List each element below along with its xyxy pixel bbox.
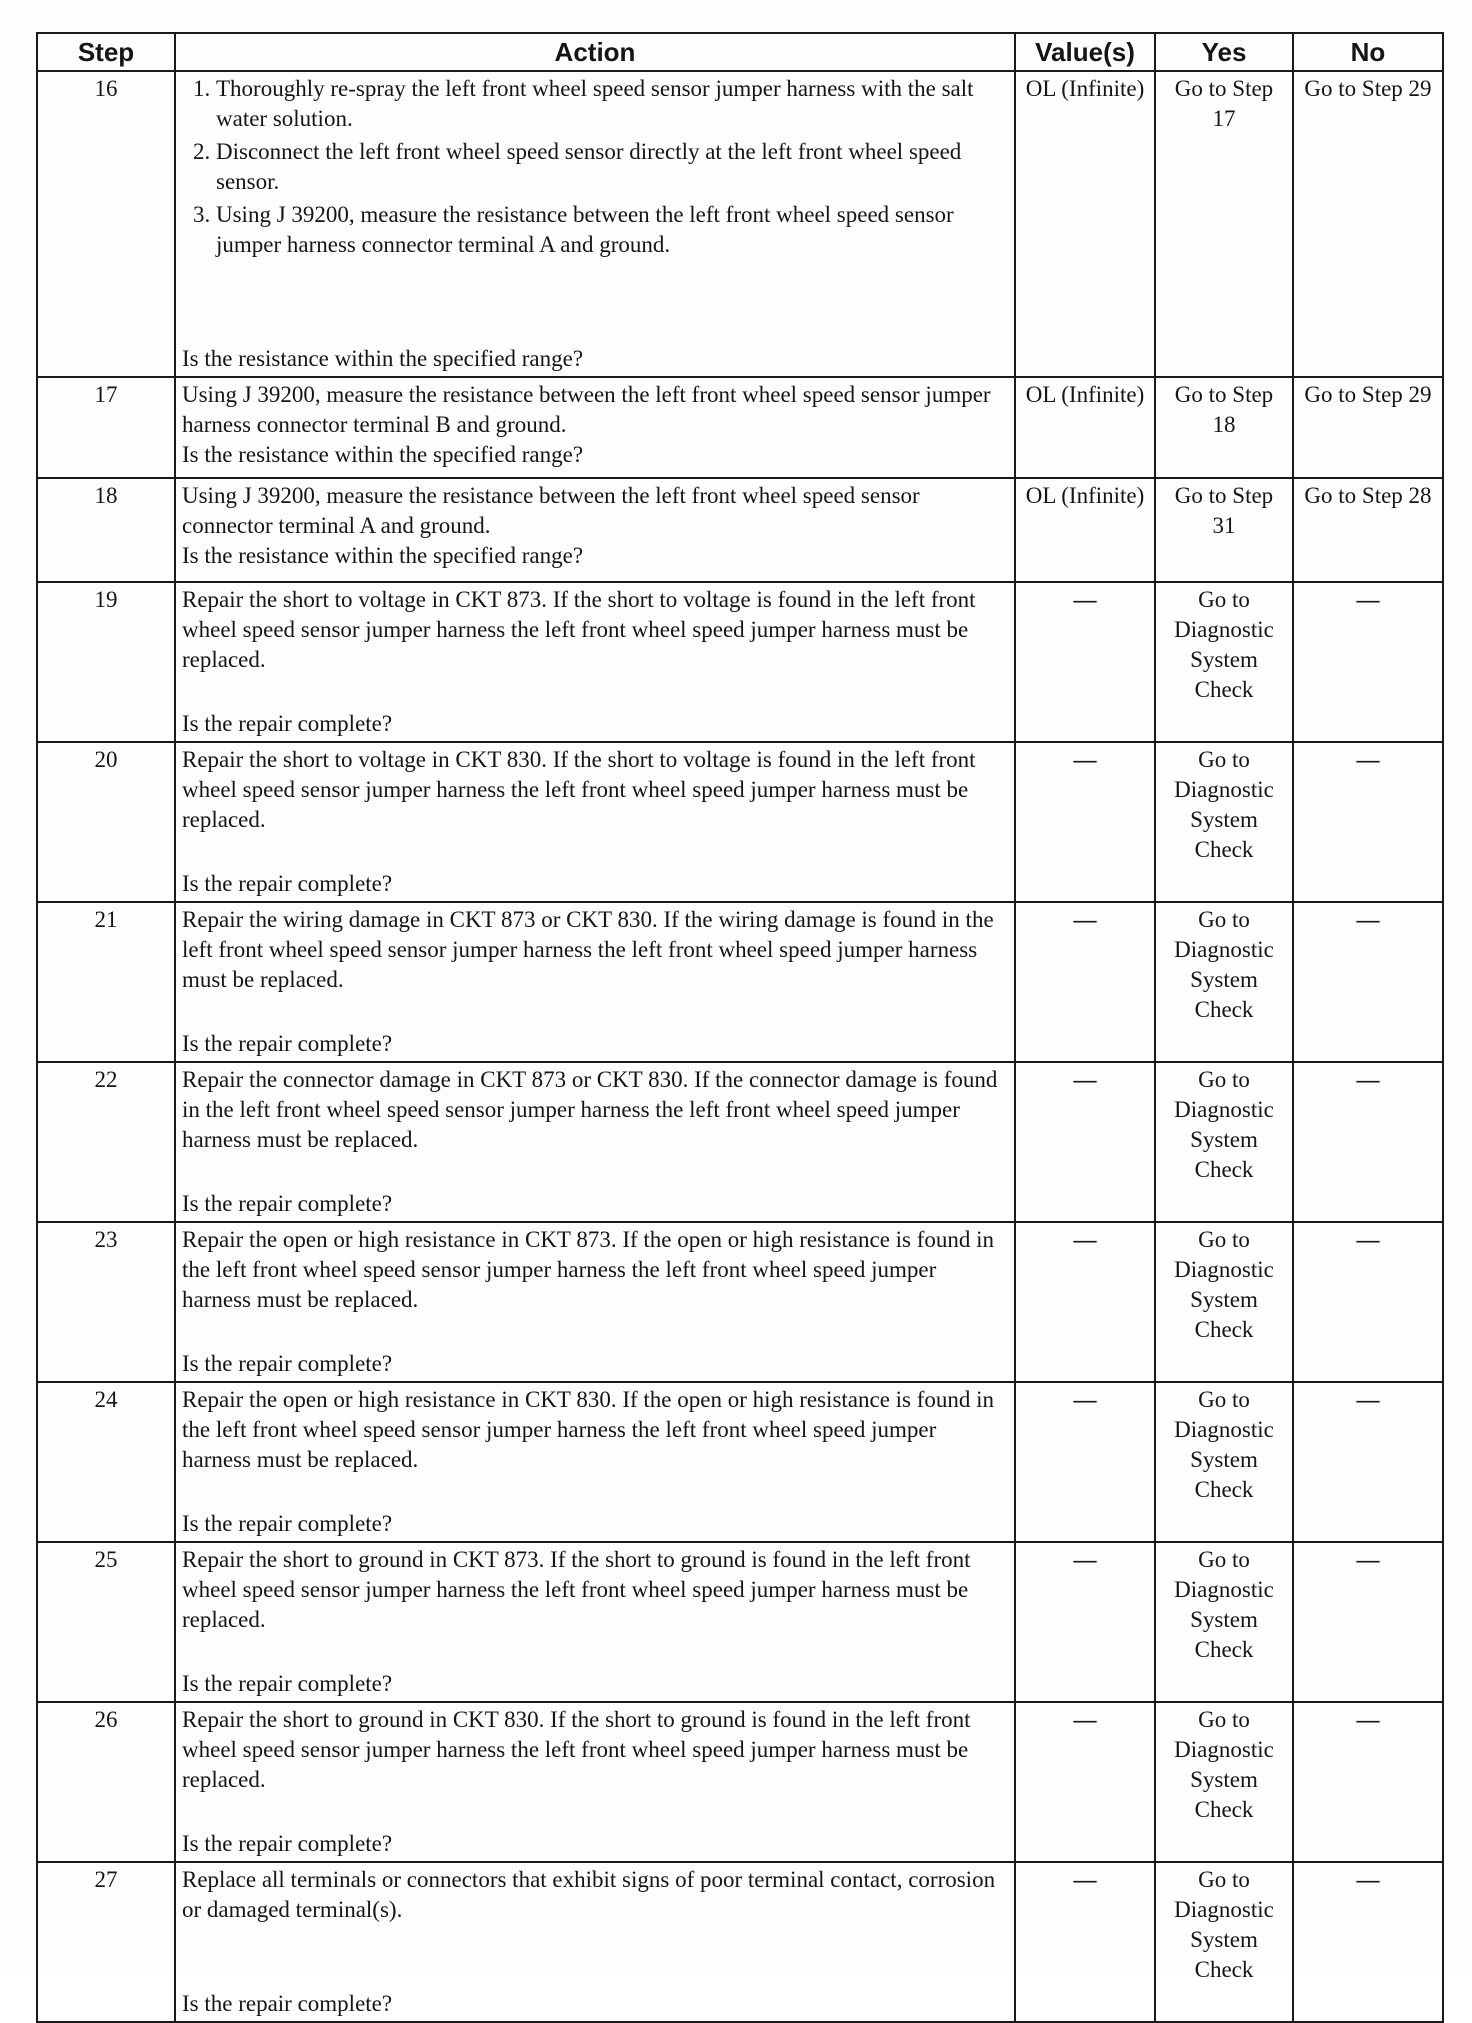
action-text: Repair the short to ground in CKT 873. If the short to ground is found in the left front wheel speed sensor jumper harness the left front wheel speed jumper harness must be replaced. <box>182 1547 971 1632</box>
step-number: 16 <box>37 71 175 377</box>
action-text: Using J 39200, measure the resistance between the left front wheel speed sensor connector terminal A and ground. <box>182 483 920 538</box>
no-cell: Go to Step 29 <box>1293 71 1443 377</box>
action-question: Is the repair complete? <box>182 1511 393 1536</box>
table-row <box>37 1862 1443 2022</box>
action-text: Using J 39200, measure the resistance between the left front wheel speed sensor jumper harness connector terminal B and ground. <box>182 382 991 437</box>
yes-cell: Go to Step 17 <box>1155 71 1293 377</box>
value-cell: — <box>1015 742 1155 902</box>
yes-cell: Go to Diagnostic System Check <box>1155 1382 1293 1542</box>
action-question: Is the repair complete? <box>182 1671 393 1696</box>
table-row <box>37 1382 1443 1542</box>
no-cell: — <box>1293 1222 1443 1382</box>
action-step: 2. Disconnect the left front wheel speed sensor directly at the left front wheel speed sensor. <box>216 137 1008 197</box>
action-steps-list <box>182 74 1008 263</box>
no-cell: — <box>1293 1062 1443 1222</box>
value-cell: — <box>1015 1542 1155 1702</box>
action-text: Replace all terminals or connectors that exhibit signs of poor terminal contact, corrosion or damaged terminal(s). <box>182 1867 996 1922</box>
action-text: Repair the open or high resistance in CKT 830. If the open or high resistance is found in the left front wheel speed sensor jumper harness the left front wheel speed jumper harness must be replaced. <box>182 1387 995 1472</box>
action-question: Is the resistance within the specified range? <box>182 346 584 371</box>
table-row <box>37 1702 1443 1862</box>
action-cell <box>175 582 1015 742</box>
table-row <box>37 742 1443 902</box>
action-text: Repair the wiring damage in CKT 873 or CKT 830. If the wiring damage is found in the left front wheel speed sensor jumper harness the left front wheel speed jumper harness must be replaced. <box>182 907 994 992</box>
value-cell: — <box>1015 582 1155 742</box>
yes-cell: Go to Diagnostic System Check <box>1155 1062 1293 1222</box>
action-cell <box>175 71 1015 377</box>
action-question: Is the repair complete? <box>182 1831 393 1856</box>
value-cell: OL (Infinite) <box>1015 478 1155 582</box>
yes-cell: Go to Diagnostic System Check <box>1155 742 1293 902</box>
step-number: 24 <box>37 1382 175 1542</box>
header-no: No <box>1293 33 1443 71</box>
action-cell <box>175 742 1015 902</box>
action-cell <box>175 1542 1015 1702</box>
action-text: Repair the short to ground in CKT 830. If the short to ground is found in the left front wheel speed sensor jumper harness the left front wheel speed jumper harness must be replaced. <box>182 1707 971 1792</box>
table-row <box>37 1222 1443 1382</box>
no-cell: — <box>1293 582 1443 742</box>
table-row <box>37 1542 1443 1702</box>
table-row <box>37 1062 1443 1222</box>
value-cell: OL (Infinite) <box>1015 71 1155 377</box>
step-number: 26 <box>37 1702 175 1862</box>
action-question: Is the resistance within the specified range? <box>182 442 584 467</box>
yes-cell: Go to Step 31 <box>1155 478 1293 582</box>
action-question: Is the repair complete? <box>182 1351 393 1376</box>
table-row <box>37 902 1443 1062</box>
header-yes: Yes <box>1155 33 1293 71</box>
value-cell: — <box>1015 1062 1155 1222</box>
step-number: 25 <box>37 1542 175 1702</box>
step-number: 17 <box>37 377 175 478</box>
action-step: 1. Thoroughly re-spray the left front wheel speed sensor jumper harness with the salt water solution. <box>216 74 1008 134</box>
step-number: 23 <box>37 1222 175 1382</box>
step-number: 18 <box>37 478 175 582</box>
yes-cell: Go to Step 18 <box>1155 377 1293 478</box>
yes-cell: Go to Diagnostic System Check <box>1155 1862 1293 2022</box>
action-text: Repair the short to voltage in CKT 873. If the short to voltage is found in the left front wheel speed sensor jumper harness the left front wheel speed jumper harness must be replaced. <box>182 587 976 672</box>
table-header-row <box>37 33 1443 71</box>
action-cell <box>175 1062 1015 1222</box>
action-cell <box>175 1382 1015 1542</box>
action-question: Is the repair complete? <box>182 1991 393 2016</box>
step-number: 19 <box>37 582 175 742</box>
action-text: Repair the short to voltage in CKT 830. If the short to voltage is found in the left front wheel speed sensor jumper harness the left front wheel speed jumper harness must be replaced. <box>182 747 976 832</box>
yes-cell: Go to Diagnostic System Check <box>1155 902 1293 1062</box>
action-step: 3. Using J 39200, measure the resistance between the left front wheel speed sensor jumper harness connector terminal A and ground. <box>216 200 1008 260</box>
header-values: Value(s) <box>1015 33 1155 71</box>
table-row <box>37 478 1443 582</box>
action-question: Is the resistance within the specified range? <box>182 543 584 568</box>
diagnostic-table <box>36 32 1444 2023</box>
action-cell <box>175 902 1015 1062</box>
step-number: 21 <box>37 902 175 1062</box>
value-cell: OL (Infinite) <box>1015 377 1155 478</box>
value-cell: — <box>1015 1702 1155 1862</box>
action-question: Is the repair complete? <box>182 871 393 896</box>
yes-cell: Go to Diagnostic System Check <box>1155 1222 1293 1382</box>
header-action: Action <box>175 33 1015 71</box>
action-cell <box>175 377 1015 478</box>
yes-cell: Go to Diagnostic System Check <box>1155 582 1293 742</box>
table-row <box>37 377 1443 478</box>
no-cell: — <box>1293 1542 1443 1702</box>
action-cell <box>175 478 1015 582</box>
no-cell: Go to Step 29 <box>1293 377 1443 478</box>
action-cell <box>175 1222 1015 1382</box>
value-cell: — <box>1015 1222 1155 1382</box>
action-text: Repair the open or high resistance in CKT 873. If the open or high resistance is found in the left front wheel speed sensor jumper harness the left front wheel speed jumper harness must be replaced. <box>182 1227 995 1312</box>
action-question: Is the repair complete? <box>182 1191 393 1216</box>
no-cell: — <box>1293 902 1443 1062</box>
no-cell: — <box>1293 1702 1443 1862</box>
yes-cell: Go to Diagnostic System Check <box>1155 1542 1293 1702</box>
no-cell: — <box>1293 742 1443 902</box>
header-step: Step <box>37 33 175 71</box>
table-row <box>37 71 1443 377</box>
step-number: 22 <box>37 1062 175 1222</box>
action-cell <box>175 1862 1015 2022</box>
action-cell <box>175 1702 1015 1862</box>
action-text: Repair the connector damage in CKT 873 or CKT 830. If the connector damage is found in the left front wheel speed sensor jumper harness the left front wheel speed jumper harness must be replaced. <box>182 1067 998 1152</box>
no-cell: Go to Step 28 <box>1293 478 1443 582</box>
value-cell: — <box>1015 902 1155 1062</box>
value-cell: — <box>1015 1382 1155 1542</box>
table-row <box>37 582 1443 742</box>
no-cell: — <box>1293 1382 1443 1542</box>
action-question: Is the repair complete? <box>182 1031 393 1056</box>
value-cell: — <box>1015 1862 1155 2022</box>
step-number: 27 <box>37 1862 175 2022</box>
no-cell: — <box>1293 1862 1443 2022</box>
step-number: 20 <box>37 742 175 902</box>
action-question: Is the repair complete? <box>182 711 393 736</box>
yes-cell: Go to Diagnostic System Check <box>1155 1702 1293 1862</box>
